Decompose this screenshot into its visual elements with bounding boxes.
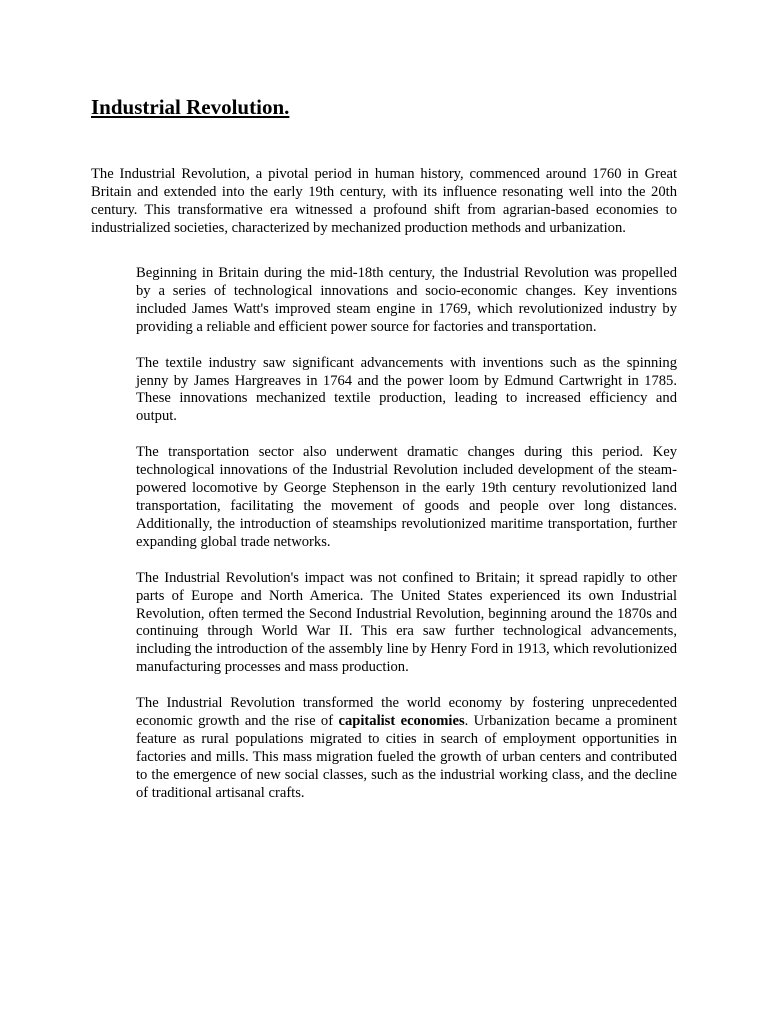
bold-phrase: capitalist economies [338,713,465,730]
intro-paragraph: The Industrial Revolution, a pivotal period in human history, commenced around 1760 in Great Britain and extended into the early 19th century, with its influence resonating well into the 20th century. This transformative era witnessed a profound shift from agrarian-based economies to industrialized societies, characterized by mechanized production methods and urbanization. [91,166,677,236]
paragraph-textile-industry: The textile industry saw significant advancements with inventions such as the spinning jenny by James Hargreaves in 1764 and the power loom by Edmund Cartwright in 1785. These innovations mechanized textile production, leading to increased efficiency and output. [136,354,677,425]
paragraph-economic-transformation [136,695,677,802]
paragraph-text-before: The Industrial Revolution transformed the world economy by fostering unprecedented economic growth and the rise of [136,695,677,730]
paragraph-text-after: . Urbanization became a prominent feature as rural populations migrated to cities in search of employment opportunities in factories and mills. This mass migration fueled the growth of urban centers and contributed to the emergence of new social classes, such as the industrial working class, and the decline of traditional artisanal crafts. [136,713,678,801]
paragraph-beginnings: Beginning in Britain during the mid-18th century, the Industrial Revolution was propelled by a series of technological innovations and socio-economic changes. Key inventions included James Watt's improved steam engine in 1769, which revolutionized industry by providing a reliable and efficient power source for factories and transportation. [136,265,677,335]
document-title: Industrial Revolution. [91,95,290,119]
paragraph-transportation: The transportation sector also underwent dramatic changes during this period. Key technological innovations of the Industrial Revolution included development of the steam-powered locomotive by George Stephenson in the early 19th century revolutionized land transportation, facilitating the movement of goods and people over long distances. Additionally, the introduction of steamships revolutionized maritime transportation, further expanding global trade networks. [136,444,677,550]
paragraph-global-impact: The Industrial Revolution's impact was not confined to Britain; it spread rapidly to other parts of Europe and North America. The United States experienced its own Industrial Revolution, often termed the Second Industrial Revolution, beginning around the 1870s and continuing through World War II. This era saw further technological advancements, including the introduction of the assembly line by Henry Ford in 1913, which revolutionized manufacturing processes and mass production. [136,569,677,676]
document-page [91,94,677,803]
